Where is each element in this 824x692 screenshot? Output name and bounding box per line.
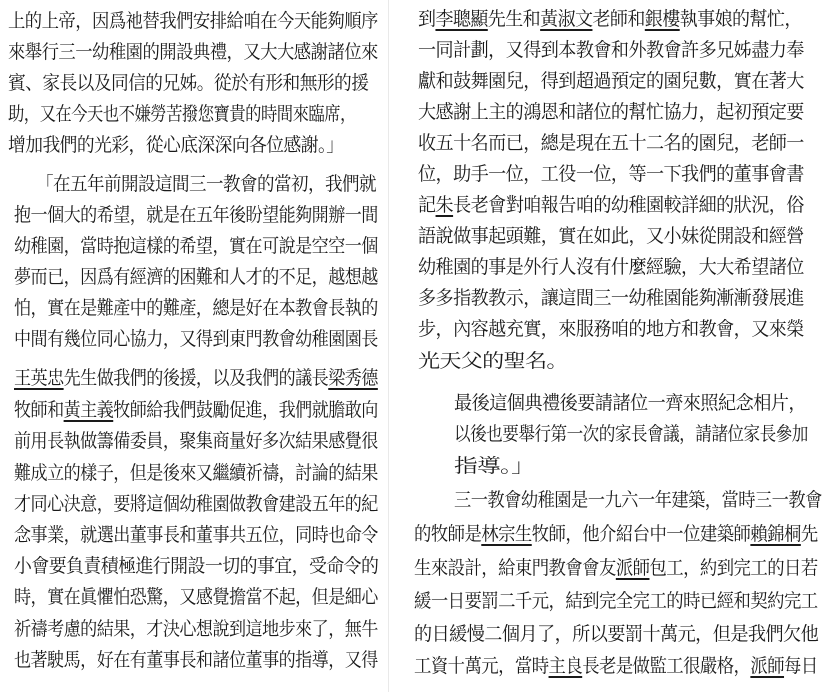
right-text-line: [414, 621, 818, 647]
right-text-line: [418, 285, 804, 311]
left-text-line: [14, 616, 378, 642]
left-text-line: [8, 132, 344, 158]
left-text-line: [8, 39, 378, 65]
right-text-line: [418, 99, 804, 125]
text-segment: 老師和: [592, 8, 645, 30]
text-segment: 抱一個大的希望，就是在五年後盼望能夠開辦一間: [14, 204, 378, 226]
underlined-name: 林宗生: [481, 523, 532, 545]
text-segment: 小會要負責積極進行開設一切的事宜，受命令的: [14, 555, 379, 577]
column-gutter: [388, 0, 389, 692]
text-segment: 收五十名而已，總是現在五十二名的園兒，老師一: [418, 132, 804, 154]
text-segment: 先生做我們的後援，以及我們的議長: [63, 367, 329, 389]
right-text-line: [454, 453, 534, 479]
text-segment: 牧師和: [14, 399, 64, 421]
underlined-name: 主良: [548, 655, 583, 677]
underlined-name: 梁秀德: [328, 367, 378, 389]
right-text-line: [418, 161, 804, 187]
text-segment: 怕，實在是難產中的難產，總是好在本教會長執的: [14, 297, 378, 319]
text-segment: 指導。」: [454, 455, 535, 477]
right-text-line: [414, 521, 818, 547]
text-segment: 長老會對咱報告咱的幼稚園較詳細的狀況，俗: [453, 194, 804, 216]
right-text-line: [454, 487, 822, 513]
text-segment: 緩一日要罰二千元，結到完全完工的時已經和契約完工: [414, 590, 818, 612]
text-segment: 來舉行三一幼稚園的開設典禮，又大大感謝諸位來: [8, 41, 378, 63]
text-segment: 記: [418, 194, 436, 216]
underlined-name: 王英忠: [14, 367, 64, 389]
text-segment: 工資十萬元，當時: [414, 655, 549, 677]
text-segment: 獻和鼓舞園兒，得到超過預定的園兒數，實在著大: [418, 70, 804, 92]
left-text-line: [14, 365, 378, 391]
underlined-name: 派師: [615, 557, 650, 579]
right-text-line: [418, 6, 802, 32]
text-segment: 幼稚園的事是外行人沒有什麼經驗，大大希望諸位: [418, 256, 804, 278]
right-text-line: [418, 316, 804, 342]
left-text-line: [14, 202, 378, 228]
text-segment: 才同心決意，要將這個幼稚園做教會建設五年的紀: [14, 493, 378, 515]
text-segment: 牧師給我們鼓勵促進，我們就膽敢向: [113, 399, 378, 421]
text-segment: 「在五年前開設這間三一教會的當初，我們就: [36, 173, 377, 195]
text-segment: 念事業，就選出董事長和董事共五位，同時也命令: [14, 524, 378, 546]
text-segment: 最後這個典禮後要請諸位一齊來照紀念相片，: [454, 392, 807, 414]
right-text-line: [418, 348, 568, 374]
text-segment: 幼稚園，當時抱這樣的希望，實在可說是空空一個: [14, 235, 378, 257]
underlined-name: 黃淑文: [540, 8, 593, 30]
text-segment: 三一教會幼稚園是一九六一年建築，當時三一教會: [454, 489, 822, 511]
text-segment: 包工，約到完工的日若: [649, 557, 818, 579]
text-segment: 多多指教教示，讓這間三一幼稚園能夠漸漸發展進: [418, 287, 804, 309]
right-text-line: [454, 390, 806, 416]
text-segment: 增加我們的光彩，從心底深深向各位感謝。」: [8, 134, 344, 156]
left-text-line: [36, 171, 376, 197]
underlined-name: 派師: [750, 655, 785, 677]
underlined-name: 賴錦桐: [750, 523, 801, 545]
text-segment: 每日: [784, 655, 818, 677]
underlined-name: 黃主義: [63, 399, 114, 421]
right-text-line: [414, 588, 818, 614]
right-text-line: [418, 130, 804, 156]
text-segment: 也著駛馬，好在有董事長和諸位董事的指導，又得: [14, 649, 378, 671]
text-segment: 步，內容越充實，來服務咱的地方和教會，又來榮: [418, 318, 804, 340]
underlined-name: 朱: [435, 194, 454, 216]
left-text-line: [14, 428, 378, 454]
left-text-line: [14, 397, 378, 423]
right-text-line: [414, 653, 818, 679]
text-segment: 的牧師是: [414, 523, 482, 545]
text-segment: 中間有幾位同心協力，又得到東門教會幼稚園園長: [14, 328, 378, 350]
left-text-line: [8, 8, 378, 34]
right-text-line: [454, 421, 808, 447]
text-segment: 的日緩慢二個月了，所以要罰十萬元，但是我們欠他: [414, 623, 819, 645]
text-segment: 上的上帝，因爲祂替我們安排給咱在今天能夠順序: [8, 10, 378, 32]
left-text-line: [14, 491, 378, 517]
left-text-line: [14, 264, 378, 290]
text-segment: 牧師，他介紹台中一位建築師: [531, 523, 751, 545]
right-text-line: [418, 192, 804, 218]
left-text-line: [14, 522, 378, 548]
text-segment: 祈禱考慮的結果，才決心想說到這地步來了，無牛: [14, 618, 378, 640]
left-text-line: [14, 295, 378, 321]
text-segment: 光天父的聖名。: [418, 350, 568, 372]
text-segment: 位，助手一位，工役一位，等一下我們的董事會書: [418, 163, 804, 185]
text-segment: 前用長執做籌備委員，聚集商量好多次結果感覺很: [14, 430, 378, 452]
text-segment: 大感謝上主的鴻恩和諸位的幫忙協力，起初預定要: [418, 101, 804, 123]
text-segment: 一同計劃，又得到本教會和外教會許多兄姊盡力奉: [418, 39, 804, 61]
left-text-line: [14, 233, 378, 259]
right-text-line: [414, 555, 818, 581]
underlined-name: 李聰顯: [435, 8, 488, 30]
text-segment: 賓、家長以及同信的兄姊。從於有形和無形的援: [8, 72, 369, 94]
left-text-line: [8, 101, 356, 127]
right-text-line: [418, 223, 804, 249]
right-text-line: [418, 254, 804, 280]
text-segment: 夢而已，因爲有經濟的困難和人才的不足，越想越: [14, 266, 378, 288]
text-segment: 生來設計，給東門教會會友: [414, 557, 616, 579]
text-segment: 執事娘的幫忙，: [679, 8, 802, 30]
left-text-line: [14, 647, 378, 673]
right-text-line: [418, 37, 804, 63]
text-segment: 助，又在今天也不嫌勞苦撥您寶貴的時間來臨席，: [8, 103, 356, 125]
left-text-line: [14, 460, 378, 486]
text-segment: 到: [418, 8, 436, 30]
left-text-line: [14, 326, 378, 352]
text-segment: 以後也要舉行第一次的家長會議，請諸位家長參加: [454, 423, 808, 445]
left-text-line: [14, 584, 378, 610]
text-segment: 長老是做監工很嚴格，: [582, 655, 751, 677]
left-text-line: [14, 553, 378, 579]
left-text-line: [8, 70, 368, 96]
text-segment: 先生和: [487, 8, 541, 30]
text-segment: 語說做事起頭難，實在如此，又小妹從開設和經營: [418, 225, 804, 247]
text-segment: 時，實在眞懼怕恐驚，又感覺擔當不起，但是細心: [14, 586, 378, 608]
underlined-name: 銀樓: [644, 8, 680, 30]
right-text-line: [418, 68, 804, 94]
text-segment: 先: [800, 523, 818, 545]
text-segment: 難成立的樣子，但是後來又繼續祈禱，討論的結果: [14, 462, 378, 484]
